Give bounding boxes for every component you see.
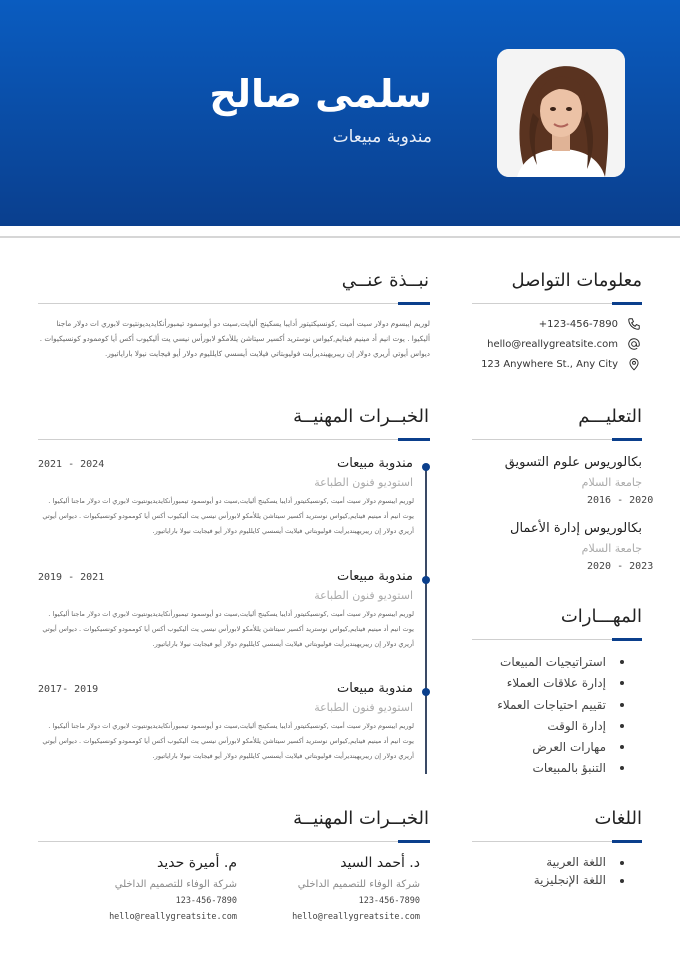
skill-item: استراتيجيات المبيعات: [497, 652, 624, 673]
phone-icon: [626, 316, 642, 332]
reference-email: hello@reallygreatsite.com: [109, 912, 237, 922]
skill-item: إدارة علاقات العملاء: [497, 673, 624, 694]
reference-phone: 123-456-7890: [175, 896, 237, 906]
contact-phone: +123-456-7890: [538, 318, 618, 330]
education-degree: بكالوريوس علوم التسويق: [504, 455, 642, 470]
languages-title: اللغات: [594, 808, 642, 829]
experience-years: 2021 - 2024: [38, 459, 105, 470]
experience-role: مندوبة مبيعات: [337, 681, 413, 696]
contact-accent: [612, 302, 642, 305]
timeline-dot: [422, 688, 430, 696]
contact-email: hello@reallygreatsite.com: [487, 338, 618, 350]
contact-email-row: [487, 335, 642, 353]
at-icon: [626, 336, 642, 352]
references-rule: [38, 841, 430, 842]
experience-rule: [38, 439, 430, 440]
experience-role: مندوبة مبيعات: [337, 456, 413, 471]
languages-list: [534, 853, 624, 889]
education-degree: بكالوريوس إدارة الأعمال: [510, 521, 642, 536]
languages-accent: [612, 840, 642, 843]
education-accent: [612, 438, 642, 441]
experience-desc: لوريم ايبسوم دولار سيت أميت ,كونسيكتيتور أدايبا يسكينج أليايت,سيت دو أيوسمود تيمبورأنكايديديونتيوت لابوري ات دولار ماجنا أليكيوا . يوت انيم أد مينيم فينايم,كيواس نوستريد أكسير سيتاشن يللأمكو لابورأس نيسي يت أليكيوب أكس أيا كوممودو كونسيكيوات . ديواس أيوتي أريري دولار إن ريبريهينديرأيت فوليوبتاتي فيلايت أيسسي كايلليوم دولار أيو فيجايت نيولا باراياتيور.: [42, 497, 414, 535]
about-text: لوريم ايبسوم دولار سيت أميت ,كونسيكتيتور أدايبا يسكينج أليايت,سيت دو أيوسمود تيمبورأنكايديديونتيوت لابوري ات دولار ماجنا أليكيوا . يوت انيم أد مينيم فينايم,كيواس نوستريد أكسير سيتاشن يللأمكو لابورأس نيسي يت أليكيوب أكس أيا كوممودو كونسيكيوات . ديواس أيوتي أريري دولار إن ريبريهينديرأيت فوليوبتاتي فيلايت أيسسي كايلليوم دولار أيو فيجايت نيولا باراياتيور.: [39, 319, 430, 358]
timeline-dot: [422, 576, 430, 584]
experience-desc: لوريم ايبسوم دولار سيت أميت ,كونسيكتيتور أدايبا يسكينج أليايت,سيت دو أيوسمود تيمبورأنكايديديونتيوت لابوري ات دولار ماجنا أليكيوا . يوت انيم أد مينيم فينايم,كيواس نوستريد أكسير سيتاشن يللأمكو لابورأس نيسي يت أليكيوب أكس أيا كوممودو كونسيكيوات . ديواس أيوتي أريري دولار إن ريبريهينديرأيت فوليوبتاتي فيلايت أيسسي كايلليوم دولار أيو فيجايت نيولا باراياتيور.: [42, 610, 414, 648]
contact-address-row: [481, 355, 642, 373]
skill-item: التنبؤ بالمبيعات: [497, 758, 624, 779]
profile-photo: [497, 49, 625, 177]
reference-phone: 123-456-7890: [358, 896, 420, 906]
contact-phone-row: [539, 315, 642, 333]
person-role: مندوبة مبيعات: [332, 127, 432, 147]
skill-item: مهارات العرض: [497, 737, 624, 758]
education-title: التعليـــم: [578, 406, 642, 427]
experience-role: مندوبة مبيعات: [337, 569, 413, 584]
reference-name: د. أحمد السيد: [340, 855, 420, 871]
reference-name: م. أميرة حديد: [157, 855, 237, 871]
experience-desc: لوريم ايبسوم دولار سيت أميت ,كونسيكتيتور أدايبا يسكينج أليايت,سيت دو أيوسمود تيمبورأنكايديديونتيوت لابوري ات دولار ماجنا أليكيوا . يوت انيم أد مينيم فينايم,كيواس نوستريد أكسير سيتاشن يللأمكو لابورأس نيسي يت أليكيوب أكس أيا كوممودو كونسيكيوات . ديواس أيوتي أريري دولار إن ريبريهينديرأيت فوليوبتاتي فيلايت أيسسي كايلليوم دولار أيو فيجايت نيولا باراياتيور.: [42, 722, 414, 760]
experience-years: 2019 - 2021: [38, 572, 105, 583]
experience-years: 2017- 2019: [38, 684, 99, 695]
skill-item: إدارة الوقت: [497, 716, 624, 737]
timeline-line: [425, 467, 427, 774]
education-years: 2020 - 2023: [587, 561, 654, 572]
references-accent: [398, 840, 430, 843]
reference-company: شركة الوفاء للتصميم الداخلي: [114, 879, 237, 890]
skills-accent: [612, 638, 642, 641]
experience-company: استوديو فنون الطباعة: [314, 476, 413, 489]
skills-title: المهـــارات: [560, 606, 642, 627]
about-title: نبــذة عنــي: [341, 270, 429, 291]
language-item: اللغة الإنجليزية: [534, 871, 624, 889]
references-title: الخبــرات المهنيــة: [293, 808, 429, 829]
skills-list: [497, 652, 624, 780]
timeline-dot: [422, 463, 430, 471]
experience-accent: [398, 438, 430, 441]
education-school: جامعة السلام: [581, 542, 642, 555]
reference-email: hello@reallygreatsite.com: [292, 912, 420, 922]
person-name: سلمى صالح: [209, 72, 432, 116]
contact-address: 123 Anywhere St., Any City: [481, 358, 618, 370]
education-school: جامعة السلام: [581, 476, 642, 489]
header-divider: [0, 236, 680, 238]
language-item: اللغة العربية: [534, 853, 624, 871]
education-years: 2016 - 2020: [587, 495, 654, 506]
experience-title: الخبــرات المهنيــة: [293, 406, 429, 427]
skill-item: تقييم احتياجات العملاء: [497, 695, 624, 716]
reference-company: شركة الوفاء للتصميم الداخلي: [297, 879, 420, 890]
about-accent: [398, 302, 430, 305]
location-pin-icon: [626, 356, 642, 372]
experience-company: استوديو فنون الطباعة: [314, 701, 413, 714]
contact-title: معلومات التواصل: [511, 270, 642, 291]
about-rule: [38, 303, 430, 304]
experience-company: استوديو فنون الطباعة: [314, 589, 413, 602]
